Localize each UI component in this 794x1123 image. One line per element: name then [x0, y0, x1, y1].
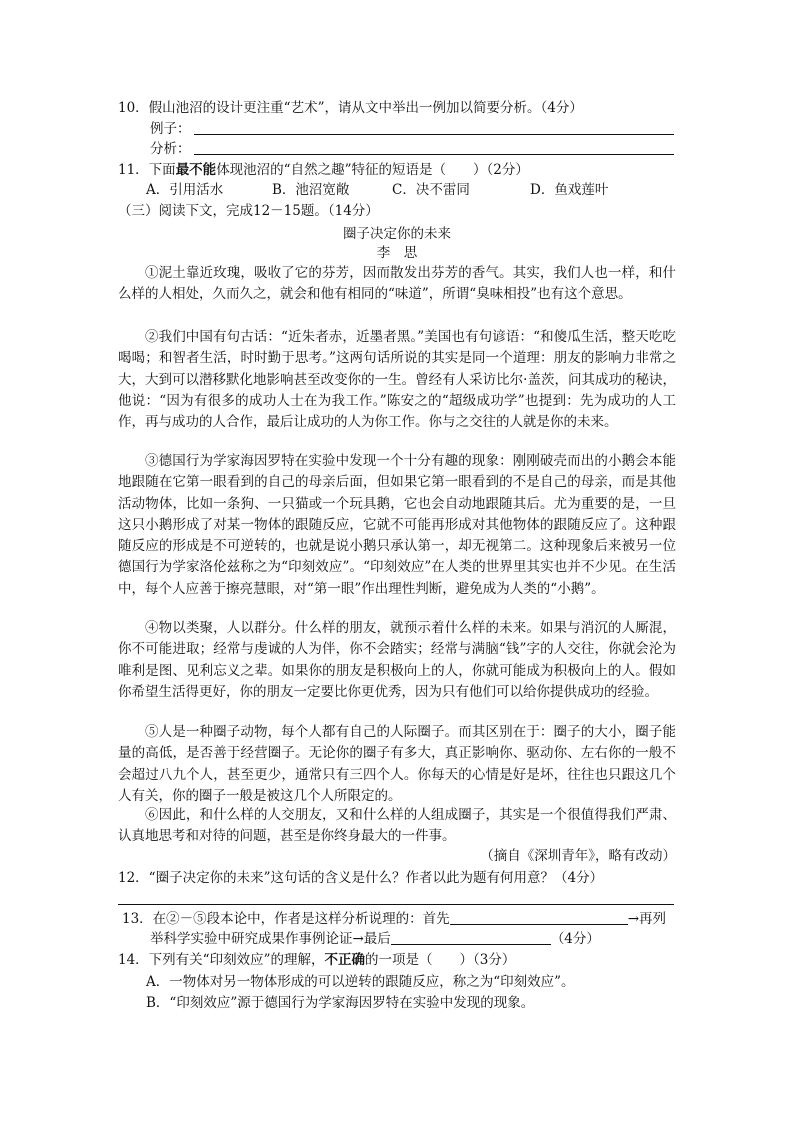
q10-analysis-label: 分析： — [150, 141, 191, 157]
q10-example-answer-line[interactable] — [194, 134, 674, 135]
q14-question — [118, 950, 515, 970]
q11-option-c: C．决不雷同 — [392, 182, 470, 198]
article-paragraph-2: ②我们中国有句古话：“近朱者赤，近墨者黑。”美国也有句谚语：“和傻瓜生活，整天吃吃喝喝；和智者生活，时时勤于思考。”这两句话所说的其实是同一个道理：朋友的影响力非常之大，大到可以潜移默化地影响甚至改变你的一生。曾经有人采访比尔·盖茨，问其成功的秘诀，他说：“因为有很多的成功人士在为我工作。”陈安之的“超级成功学”也提到：先为成功的人工作，再与成功的人合作，最后让成功的人为你工作。你与之交往的人就是你的未来。 — [118, 329, 676, 431]
q13-line-2 — [150, 929, 600, 949]
q11-suffix: 体现池沼的“自然之趣”特征的短语是（ ）（2分） — [216, 162, 529, 178]
q13-line2-suffix: （4分） — [550, 931, 600, 947]
q11-option-d: D．鱼戏莲叶 — [530, 182, 609, 198]
q11-option-a: A．引用活水 — [146, 182, 224, 198]
q14-prefix: 14．下列有关“印刻效应”的理解， — [118, 952, 325, 968]
article-title: 圈子决定你的未来 — [343, 226, 451, 242]
article-paragraph-4: ④物以类聚，人以群分。什么样的朋友，就预示着什么样的未来。如果与消沉的人厮混，你不可能进取；经常与虔诚的人为伴，你不会踏实；经常与满脑“钱”字的人交往，你就会沦为唯利是图、见利忘义之辈。如果你的朋友是积极向上的人，你就可能成为积极向上的人。假如你希望生活得更好，你的朋友一定要比你更优秀，因为只有他们可以给你提供成功的经验。 — [118, 620, 676, 700]
q13-line1-suffix: →再列 — [627, 911, 666, 927]
section-3-heading: （三）阅读下文，完成12－15题。（14分） — [118, 203, 379, 219]
article-paragraph-5: ⑤人是一种圈子动物，每个人都有自己的人际圈子。而其区别在于：圈子的大小，圈子能量的高低，是否善于经营圈子。无论你的圈子有多大，真正影响你、驱动你、左右你的一般不会超过八九个人，甚至更少，通常只有三四个人。你每天的心情是好是坏，往往也只跟这几个人有关，你的圈子一般是被这几个人所限定的。 — [118, 724, 676, 804]
q14-option-a: A．一物体对另一物体形成的可以逆转的跟随反应，称之为“印刻效应”。 — [146, 974, 575, 990]
article-paragraph-1: ①泥土靠近玫瑰，吸收了它的芬芳，因而散发出芬芳的香气。其实，我们人也一样，和什么样的人相处，久而久之，就会和他有相同的“味道”，所谓“臭味相投”也有这个意思。 — [118, 265, 676, 303]
q14-suffix: 的一项是（ ）（3分） — [364, 952, 516, 968]
q13-line1-prefix: 13．在②－⑤段本论中，作者是这样分析说理的：首先 — [122, 911, 450, 927]
q14-emphasis: 不正确 — [324, 952, 365, 968]
q13-blank-2[interactable] — [391, 930, 551, 945]
q11-prefix: 11．下面 — [118, 162, 176, 178]
article-paragraph-3: ③德国行为学家海因罗特在实验中发现一个十分有趣的现象：刚刚破壳而出的小鹅会本能地跟随在它第一眼看到的自己的母亲后面，但如果它第一眼看到的不是自己的母亲，而是其他活动物体，比如一条狗、一只猫或一个玩具鹅，它也会自动地跟随其后。尤为重要的是，一旦这只小鹅形成了对某一物体的跟随反应，它就不可能再形成对其他物体的跟随反应了。这种跟随反应的形成是不可逆转的，也就是说小鹅只承认第一，却无视第二。这种现象后来被另一位德国行为学家洛伦兹称之为“印刻效应”。“印刻效应”在人类的世界里其实也并不少见。在生活中，每个人应善于擦亮慧眼，对“第一眼”作出理性判断，避免成为人类的“小鹅”。 — [118, 453, 676, 597]
q10-example-label: 例子： — [150, 121, 191, 137]
article-source: （摘自《深圳青年》，略有改动） — [480, 848, 676, 864]
q13-line2-prefix: 举科学实验中研究成果作事例论证→最后 — [150, 931, 391, 947]
q11-emphasis: 最不能 — [175, 162, 217, 178]
article-author: 李 思 — [376, 245, 418, 261]
q12-answer-line[interactable] — [118, 904, 674, 905]
q10-question: 10．假山池沼的设计更注重“艺术”，请从文中举出一例加以简要分析。（4分） — [118, 100, 583, 116]
q11-question — [118, 160, 529, 180]
q14-option-b: B．“印刻效应”源于德国行为学家海因罗特在实验中发现的现象。 — [146, 995, 535, 1011]
article-paragraph-6: ⑥因此，和什么样的人交朋友，又和什么样的人组成圈子，其实是一个很值得我们严肃、认真地思考和对待的问题，甚至是你终身最大的一件事。 — [118, 807, 676, 845]
q13-line-1 — [122, 909, 666, 929]
q10-analysis-answer-line[interactable] — [194, 154, 674, 155]
q12-question: 12．“圈子决定你的未来”这句话的含义是什么？作者以此为题有何用意？（4分） — [118, 870, 604, 886]
q13-blank-1[interactable] — [450, 910, 628, 925]
q11-option-b: B．池沼宽敞 — [272, 182, 350, 198]
